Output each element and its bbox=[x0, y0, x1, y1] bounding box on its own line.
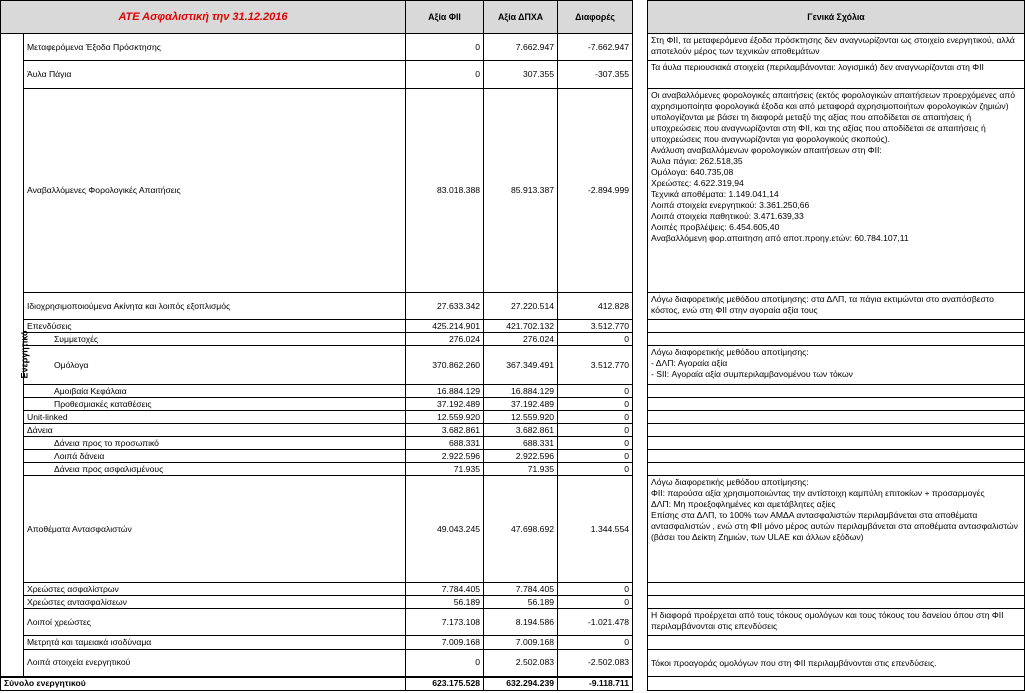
value-dpxa: 3.682.861 bbox=[484, 424, 558, 437]
row-label: Επενδύσεις bbox=[24, 320, 406, 333]
row-label: Δάνεια bbox=[24, 424, 406, 437]
value-diff: 3.512.770 bbox=[558, 346, 633, 385]
table-title: ΑΤΕ Ασφαλιστική την 31.12.2016 bbox=[1, 1, 406, 34]
note-line: Τα άυλα περιουσιακά στοιχεία (περιλαμβάνονται: λογισμικά) δεν αναγνωρίζονται στη ΦΙΙ bbox=[651, 62, 984, 72]
value-fii: 71.935 bbox=[406, 463, 484, 476]
value-fii: 7.784.405 bbox=[406, 583, 484, 596]
value-fii: 0 bbox=[406, 34, 484, 61]
col-header-diff: Διαφορές bbox=[558, 1, 633, 34]
note-line: Λόγω διαφορετικής μεθόδου αποτίμησης: bbox=[651, 347, 809, 357]
value-fii: 56.189 bbox=[406, 596, 484, 609]
note-line: Η διαφορά προέρχεται από τους τόκους ομολόγων και τους τόκους του δανείου όπου στη ΦΙΙ περιλαμβάνονται στις επενδύσεις bbox=[651, 610, 1004, 631]
table-row bbox=[1, 61, 633, 89]
table-row bbox=[1, 320, 633, 333]
note-cell bbox=[648, 89, 1025, 293]
value-dpxa: 85.913.387 bbox=[484, 89, 558, 293]
row-label: Μεταφερόμενα Έξοδα Πρόσκτησης bbox=[24, 34, 406, 61]
note-line: Τεχνικά αποθέματα: 1.149.041,14 bbox=[651, 189, 779, 199]
value-dpxa: 367.349.491 bbox=[484, 346, 558, 385]
note-line: Λόγω διαφορετικής μεθόδου αποτίμησης: στα ΔΛΠ, τα πάγια εκτιμώνται στο αναπόσβεστο κόστος, ενώ στη ΦΙΙ στην αγοραία αξία τους bbox=[651, 294, 994, 315]
value-dpxa: 56.189 bbox=[484, 596, 558, 609]
value-dpxa: 16.884.129 bbox=[484, 385, 558, 398]
value-fii: 27.633.342 bbox=[406, 293, 484, 320]
value-dpxa: 307.355 bbox=[484, 61, 558, 89]
value-diff: 0 bbox=[558, 463, 633, 476]
value-fii: 425.214.901 bbox=[406, 320, 484, 333]
value-dpxa: 7.784.405 bbox=[484, 583, 558, 596]
row-label: Αποθέματα Αντασφαλιστών bbox=[24, 476, 406, 583]
note-cell bbox=[648, 450, 1025, 463]
note-cell bbox=[648, 34, 1025, 61]
value-fii: 16.884.129 bbox=[406, 385, 484, 398]
value-diff: -2.894.999 bbox=[558, 89, 633, 293]
note-cell bbox=[648, 398, 1025, 411]
note-cell bbox=[648, 346, 1025, 385]
note-line: Οι αναβαλλόμενες φορολογικές απαιτήσεις (εκτός φορολογικών απαιτήσεων προερχόμενες από αχρησιμοποίητα φορολογικά έξοδα και από μεταφορά αχρησιμοποιήτων φορολογικών ζημιών) υπολογίζονται με βάσει τη διαφορά μεταξύ της αξίας που αποδίδεται σε απαιτήσεις ή υποχρεώσεις που αναγνωρίζονται στη ΦΙΙ, και της αξίας που αποδίδεται σε απαιτήσεις ή υποχρεώσεις που αναγνωρίζονται για φορολογικούς σκοπούς). bbox=[651, 90, 1016, 144]
note-line: Λοιπές προβλέψεις: 6.454.605,40 bbox=[651, 222, 780, 232]
table-row bbox=[1, 437, 633, 450]
value-dpxa: 688.331 bbox=[484, 437, 558, 450]
note-line: Χρεώστες: 4.622.319,94 bbox=[651, 178, 744, 188]
row-label: Δάνεια προς το προσωπικό bbox=[24, 437, 406, 450]
value-diff: 0 bbox=[558, 437, 633, 450]
note-cell bbox=[648, 385, 1025, 398]
value-dpxa: 276.024 bbox=[484, 333, 558, 346]
value-dpxa: 27.220.514 bbox=[484, 293, 558, 320]
note-cell bbox=[648, 333, 1025, 346]
value-fii: 3.682.861 bbox=[406, 424, 484, 437]
note-cell bbox=[648, 677, 1025, 691]
row-label: Αναβαλλόμενες Φορολογικές Απαιτήσεις bbox=[24, 89, 406, 293]
table-row bbox=[1, 89, 633, 293]
table-row bbox=[1, 636, 633, 650]
row-label: Συμμετοχές bbox=[24, 333, 406, 346]
note-line: ΔΛΠ: Μη προεξοφλημένες και αμετάβλητες αξίες bbox=[651, 499, 836, 509]
row-label: Προθεσμιακές καταθέσεις bbox=[24, 398, 406, 411]
note-cell bbox=[648, 583, 1025, 596]
header-row bbox=[1, 1, 633, 34]
table-row bbox=[1, 34, 633, 61]
table-row bbox=[1, 398, 633, 411]
note-line: Λοιπά στοιχεία ενεργητικού: 3.361.250,66 bbox=[651, 200, 810, 210]
value-dpxa: 12.559.920 bbox=[484, 411, 558, 424]
row-label: Μετρητά και ταμειακά ισοδύναμα bbox=[24, 636, 406, 650]
note-cell bbox=[648, 463, 1025, 476]
table-row bbox=[1, 333, 633, 346]
note-line: Αναβαλλόμενη φορ.απαιτηση από αποτ.προηγ.ετών: 60.784.107,11 bbox=[651, 233, 909, 243]
value-fii: 49.043.245 bbox=[406, 476, 484, 583]
value-diff: 0 bbox=[558, 385, 633, 398]
note-line: Ομόλογα: 640.735,08 bbox=[651, 167, 734, 177]
note-cell bbox=[648, 596, 1025, 609]
note-cell bbox=[648, 61, 1025, 89]
note-line: - SII: Αγοραία αξία συμπεριλαμβανομένου των τόκων bbox=[651, 369, 853, 379]
table-row bbox=[1, 450, 633, 463]
value-fii: 83.018.388 bbox=[406, 89, 484, 293]
table-row bbox=[1, 385, 633, 398]
table-row bbox=[1, 411, 633, 424]
note-cell bbox=[648, 320, 1025, 333]
note-cell bbox=[648, 293, 1025, 320]
note-line: Λόγω διαφορετικής μεθόδου αποτίμησης: bbox=[651, 477, 809, 487]
note-cell bbox=[648, 609, 1025, 636]
value-diff: -1.021.478 bbox=[558, 609, 633, 636]
value-diff: 0 bbox=[558, 636, 633, 650]
total-row bbox=[1, 677, 633, 691]
note-line: Επίσης στα ΔΛΠ, το 100% των ΑΜΔΑ αντασφαλιστών περιλαμβάνεται στα αποθέματα αντασφαλιστών , ενώ στη ΦΙΙ μόνο μέρος αυτών περιλαμβάνεται στα αποθέματα αντασφαλιστών (βάσει του Δείκτη Ζημιών, των ULAE και άλλων εξόδων) bbox=[651, 510, 1018, 542]
value-diff: -307.355 bbox=[558, 61, 633, 89]
table-row bbox=[1, 609, 633, 636]
row-label: Ιδιοχρησιμοποιούμενα Ακίνητα και λοιπός εξοπλισμός bbox=[24, 293, 406, 320]
value-diff: 1.344.554 bbox=[558, 476, 633, 583]
value-dpxa: 2.502.083 bbox=[484, 650, 558, 677]
value-diff: 0 bbox=[558, 411, 633, 424]
value-diff: 0 bbox=[558, 450, 633, 463]
table-row bbox=[1, 293, 633, 320]
value-diff: -2.502.083 bbox=[558, 650, 633, 677]
table-row bbox=[1, 476, 633, 583]
value-fii: 0 bbox=[406, 650, 484, 677]
row-label: Λοιπά δάνεια bbox=[24, 450, 406, 463]
note-cell bbox=[648, 476, 1025, 583]
row-label: Χρεώστες αντασφαλίσεων bbox=[24, 596, 406, 609]
note-line: Ανάλυση αναβαλλόμενων φορολογικών απαιτήσεων στη ΦΙΙ: bbox=[651, 145, 882, 155]
note-line: Λοιπά στοιχεία παθητικού: 3.471.639,33 bbox=[651, 211, 804, 221]
value-dpxa: 7.009.168 bbox=[484, 636, 558, 650]
row-label: Άυλα Πάγια bbox=[24, 61, 406, 89]
table-row bbox=[1, 424, 633, 437]
note-line: ΦΙΙ: παρούσα αξία χρησιμοποιώντας την αντίστοιχη καμπύλη επιτοκίων + προσαρμογές bbox=[651, 488, 985, 498]
value-diff: 0 bbox=[558, 596, 633, 609]
value-dpxa: 8.194.586 bbox=[484, 609, 558, 636]
note-line: Στη ΦΙΙ, τα μεταφερόμενα έξοδα πρόσκτησης δεν αναγνωρίζονται ως στοιχείο ενεργητικού, αλλά αποτελούν μέρος των τεχνικών αποθεμάτων bbox=[651, 35, 1015, 56]
value-dpxa: 71.935 bbox=[484, 463, 558, 476]
note-cell bbox=[648, 411, 1025, 424]
value-dpxa: 421.702.132 bbox=[484, 320, 558, 333]
value-diff: 3.512.770 bbox=[558, 320, 633, 333]
col-header-dpxa: Αξία ΔΠΧΑ bbox=[484, 1, 558, 34]
note-line: - ΔΛΠ: Αγοραία αξία bbox=[651, 358, 728, 368]
value-fii: 370.862.260 bbox=[406, 346, 484, 385]
value-dpxa: 2.922.596 bbox=[484, 450, 558, 463]
table-row bbox=[1, 463, 633, 476]
col-header-fii: Αξία ΦΙΙ bbox=[406, 1, 484, 34]
total-diff: -9.118.711 bbox=[558, 677, 633, 691]
row-label: Αμοιβαία Κεφάλαια bbox=[24, 385, 406, 398]
notes-table bbox=[647, 0, 1025, 691]
table-row bbox=[1, 583, 633, 596]
row-label: Χρεώστες ασφαλίστρων bbox=[24, 583, 406, 596]
side-label: Ενεργητικό bbox=[19, 330, 30, 379]
row-label: Ομόλογα bbox=[24, 346, 406, 385]
total-dpxa: 632.294.239 bbox=[484, 677, 558, 691]
value-fii: 12.559.920 bbox=[406, 411, 484, 424]
value-diff: 0 bbox=[558, 583, 633, 596]
value-dpxa: 7.662.947 bbox=[484, 34, 558, 61]
notes-header: Γενικά Σχόλια bbox=[648, 1, 1025, 34]
value-diff: 0 bbox=[558, 424, 633, 437]
table-row bbox=[1, 596, 633, 609]
note-line: Άυλα πάγια: 262.518,35 bbox=[651, 156, 743, 166]
row-label: Unit-linked bbox=[24, 411, 406, 424]
value-dpxa: 47.698.692 bbox=[484, 476, 558, 583]
note-cell bbox=[648, 636, 1025, 650]
note-line: Τόκοι προαγοράς ομολόγων που στη ΦΙΙ περιλαμβάνονται στις επενδύσεις. bbox=[651, 658, 937, 668]
total-label: Σύνολο ενεργητικού bbox=[1, 677, 406, 691]
value-diff: 0 bbox=[558, 333, 633, 346]
value-fii: 688.331 bbox=[406, 437, 484, 450]
total-fii: 623.175.528 bbox=[406, 677, 484, 691]
value-diff: -7.662.947 bbox=[558, 34, 633, 61]
value-fii: 7.009.168 bbox=[406, 636, 484, 650]
value-fii: 7.173.108 bbox=[406, 609, 484, 636]
note-cell bbox=[648, 424, 1025, 437]
value-dpxa: 37.192.489 bbox=[484, 398, 558, 411]
row-label: Δάνεια προς ασφαλισμένους bbox=[24, 463, 406, 476]
value-fii: 0 bbox=[406, 61, 484, 89]
row-label: Λοιπά στοιχεία ενεργητικού bbox=[24, 650, 406, 677]
value-fii: 37.192.489 bbox=[406, 398, 484, 411]
value-diff: 0 bbox=[558, 398, 633, 411]
note-cell bbox=[648, 650, 1025, 677]
side-label-cell bbox=[1, 34, 30, 677]
row-label: Λοιποί χρεώστες bbox=[24, 609, 406, 636]
value-fii: 276.024 bbox=[406, 333, 484, 346]
table-row bbox=[1, 650, 633, 677]
note-cell bbox=[648, 437, 1025, 450]
table-row bbox=[1, 346, 633, 385]
value-fii: 2.922.596 bbox=[406, 450, 484, 463]
value-diff: 412.828 bbox=[558, 293, 633, 320]
